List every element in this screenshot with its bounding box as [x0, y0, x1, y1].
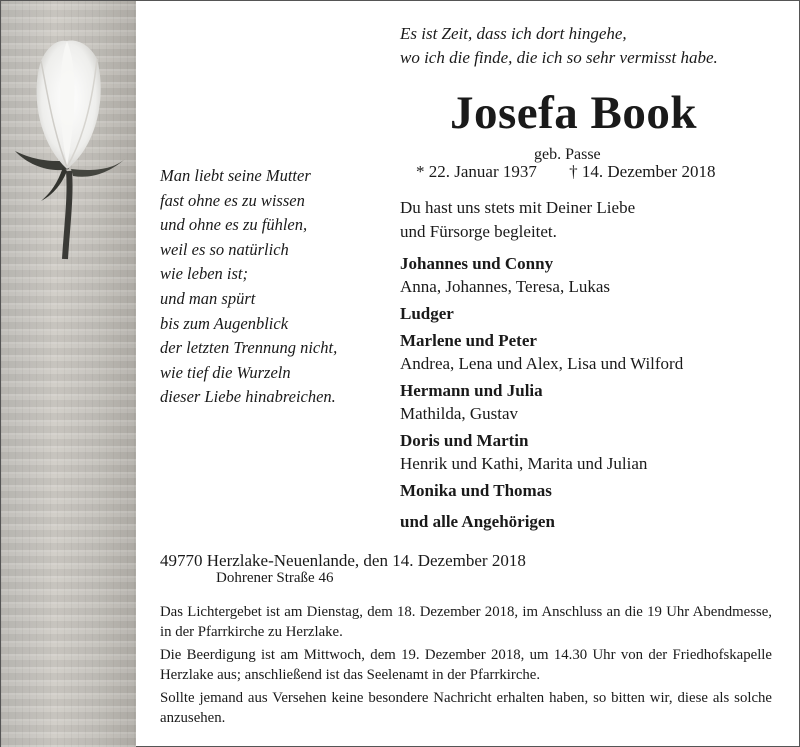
- notice-request: Sollte jemand aus Versehen keine besondere Nachricht erhalten haben, so bitten wir, diese als solche anzusehen.: [160, 690, 772, 726]
- family-list: [400, 252, 683, 533]
- family-heading: Hermann und Julia: [400, 381, 543, 400]
- family-group: [400, 329, 683, 375]
- family-members: Anna, Johannes, Teresa, Lukas: [400, 277, 610, 296]
- poem-line: der letzten Trennung nicht,: [160, 338, 338, 358]
- family-group: [400, 510, 683, 533]
- poem-line: dieser Liebe hinabreichen.: [160, 387, 336, 407]
- poem-line: weil es so natürlich: [160, 239, 289, 259]
- mourners-block: [400, 196, 683, 537]
- poem-line: wie leben ist;: [160, 264, 248, 284]
- family-members: Andrea, Lena und Alex, Lisa und Wilford: [400, 354, 684, 373]
- family-heading: Johannes und Conny: [400, 254, 554, 273]
- quote-line: Es ist Zeit, dass ich dort hingehe,: [400, 24, 627, 43]
- family-group: [400, 252, 683, 298]
- street-address: Dohrener Straße 46: [216, 570, 334, 586]
- family-group: [400, 379, 683, 425]
- birth-date: * 22. Januar 1937: [416, 162, 537, 181]
- poem-line: fast ohne es zu wissen: [160, 190, 305, 210]
- poem-line: Man liebt seine Mutter: [160, 166, 311, 185]
- white-rose-icon: [1, 1, 136, 261]
- poem-line: wie tief die Wurzeln: [160, 362, 291, 382]
- family-heading: Monika und Thomas: [400, 481, 552, 500]
- intro-line: Du hast uns stets mit Deiner Liebe: [400, 198, 636, 217]
- birth-name: geb. Passe: [534, 146, 601, 163]
- family-group: [400, 479, 683, 502]
- family-group: [400, 429, 683, 475]
- poem: [160, 164, 337, 410]
- notices: [160, 603, 772, 732]
- family-heading: und alle Angehörigen: [400, 512, 555, 531]
- family-members: Mathilda, Gustav: [400, 404, 519, 423]
- family-members: Henrik und Kathi, Marita und Julian: [400, 454, 648, 473]
- intro-line: und Fürsorge begleitet.: [400, 222, 557, 241]
- poem-line: und ohne es zu fühlen,: [160, 215, 308, 235]
- death-date: † 14. Dezember 2018: [569, 162, 716, 181]
- poem-line: bis zum Augenblick: [160, 313, 289, 333]
- poem-line: und man spürt: [160, 288, 256, 308]
- deceased-name: Josefa Book: [450, 87, 698, 139]
- notice-prayer: Das Lichtergebet ist am Dienstag, dem 18. Dezember 2018, im Anschluss an die 19 Uhr Abendmesse, in der Pfarrkirche zu Herzlake.: [160, 604, 772, 640]
- rose-photo: [1, 1, 136, 747]
- life-dates: [416, 162, 715, 182]
- family-heading: Marlene und Peter: [400, 331, 537, 350]
- family-group: [400, 302, 683, 325]
- notice-funeral: Die Beerdigung ist am Mittwoch, dem 19. Dezember 2018, um 14.30 Uhr von der Friedhofskapelle Herzlake aus; anschließend ist das Seelenamt in der Pfarrkirche.: [160, 647, 772, 683]
- family-heading: Doris und Martin: [400, 431, 529, 450]
- place-and-date: 49770 Herzlake-Neuenlande, den 14. Dezember 2018: [160, 551, 526, 570]
- family-heading: Ludger: [400, 304, 454, 323]
- intro-text: [400, 196, 683, 244]
- top-quote: [400, 22, 718, 70]
- quote-line: wo ich die finde, die ich so sehr vermisst habe.: [400, 48, 718, 67]
